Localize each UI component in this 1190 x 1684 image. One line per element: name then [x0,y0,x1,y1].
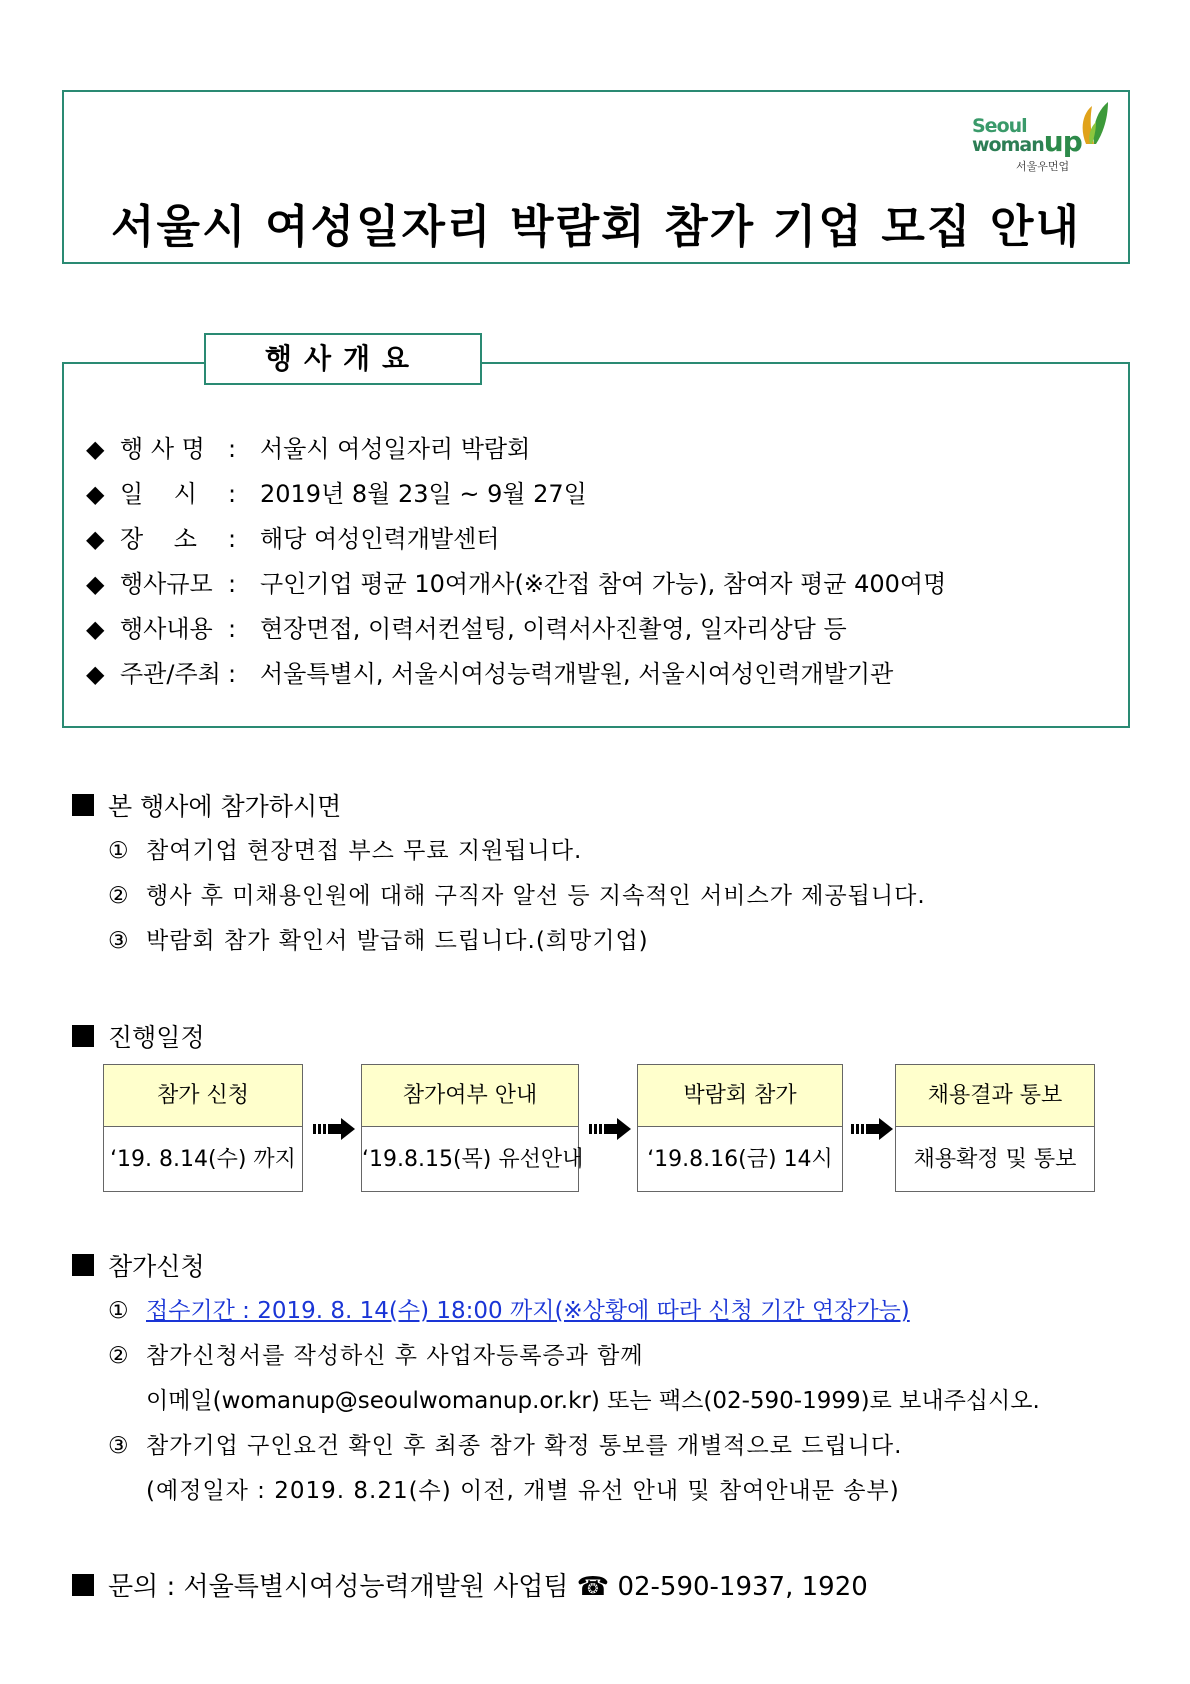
arrow-right-icon [313,1118,355,1140]
application-item-3-note: (예정일자 : 2019. 8.21(수) 이전, 개별 유선 안내 및 참여안내문 송부) [146,1478,900,1504]
document-title: 서울시 여성일자리 박람회 참가 기업 모집 안내 [111,200,1081,253]
step-detail: ‘19.8.16(금) 14시 [647,1147,833,1172]
overview-row-name: ◆ 행 사 명 : 서울시 여성일자리 박람회 [86,435,531,463]
square-bullet-icon [72,1254,94,1276]
seoul-woman-up-logo [960,100,1110,172]
diamond-bullet-icon: ◆ [86,525,105,553]
leaf-logo-icon [1078,100,1112,148]
application-email[interactable]: 이메일(womanup@seoulwomanup.or.kr) [146,1388,600,1414]
step-detail: ‘19.8.15(목) 유선안내 [362,1147,584,1172]
application-heading: 참가신청 [72,1252,205,1282]
contact-line: 문의 : 서울특별시여성능력개발원 사업팀 ☎ 02-590-1937, 1920 [72,1572,868,1602]
logo-line1: Seoul [972,115,1027,137]
overview-row-place: ◆ 장 소 : 해당 여성인력개발센터 [86,525,500,553]
overview-tab-label: 행사개요 [204,333,482,385]
step-detail: ‘19. 8.14(수) 까지 [110,1147,296,1172]
schedule-step-2 [361,1064,584,1192]
square-bullet-icon [72,794,94,816]
diamond-bullet-icon: ◆ [86,660,105,688]
application-period: 접수기간 : 2019. 8. 14(수) 18:00 까지(※상황에 따라 신청 기간 연장가능) [146,1298,910,1324]
step-title: 참가 신청 [104,1065,302,1127]
application-fax: 팩스(02-590-1999) [658,1388,870,1414]
schedule-heading: 진행일정 [72,1023,205,1053]
diamond-bullet-icon: ◆ [86,570,105,598]
schedule-step-1 [103,1064,303,1192]
application-item-2-contact: 이메일(womanup@seoulwomanup.or.kr) 또는 팩스(02-590-1999)로 보내주십시오. [146,1388,1040,1414]
phone-icon: ☎ [576,1572,610,1602]
benefit-item-1: ① 참여기업 현장면접 부스 무료 지원됩니다. [108,838,583,864]
schedule-step-3 [637,1064,843,1192]
application-item-2: ② 참가신청서를 작성하신 후 사업자등록증과 함께 [108,1343,644,1369]
benefit-item-2: ② 행사 후 미채용인원에 대해 구직자 알선 등 지속적인 서비스가 제공됩니다. [108,883,926,909]
title-box [62,90,1130,264]
step-title: 박람회 참가 [638,1065,842,1127]
diamond-bullet-icon: ◆ [86,615,105,643]
step-title: 참가여부 안내 [362,1065,578,1127]
benefits-heading: 본 행사에 참가하시면 [72,792,341,822]
schedule-step-4 [895,1064,1095,1192]
diamond-bullet-icon: ◆ [86,480,105,508]
logo-line2: womanup [972,125,1082,158]
benefit-item-3: ③ 박람회 참가 확인서 발급해 드립니다.(희망기업) [108,928,649,954]
overview-row-host: ◆ 주관/주최 : 서울특별시, 서울시여성능력개발원, 서울시여성인력개발기관 [86,660,894,688]
square-bullet-icon [72,1574,94,1596]
step-detail: 채용확정 및 통보 [913,1147,1077,1172]
overview-row-content: ◆ 행사내용 : 현장면접, 이력서컨설팅, 이력서사진촬영, 일자리상담 등 [86,615,847,643]
logo-line3: 서울우먼업 [1016,160,1070,173]
square-bullet-icon [72,1025,94,1047]
diamond-bullet-icon: ◆ [86,435,105,463]
arrow-right-icon [589,1118,631,1140]
overview-row-scale: ◆ 행사규모 : 구인기업 평균 10여개사(※간접 참여 가능), 참여자 평균 400여명 [86,570,947,598]
overview-row-date: ◆ 일 시 : 2019년 8월 23일 ~ 9월 27일 [86,480,587,508]
arrow-right-icon [851,1118,893,1140]
contact-phone: 02-590-1937, 1920 [617,1572,868,1602]
application-item-1: ① 접수기간 : 2019. 8. 14(수) 18:00 까지(※상황에 따라 신청 기간 연장가능) [108,1298,910,1324]
step-title: 채용결과 통보 [896,1065,1094,1127]
application-item-3: ③ 참가기업 구인요건 확인 후 최종 참가 확정 통보를 개별적으로 드립니다. [108,1433,903,1459]
